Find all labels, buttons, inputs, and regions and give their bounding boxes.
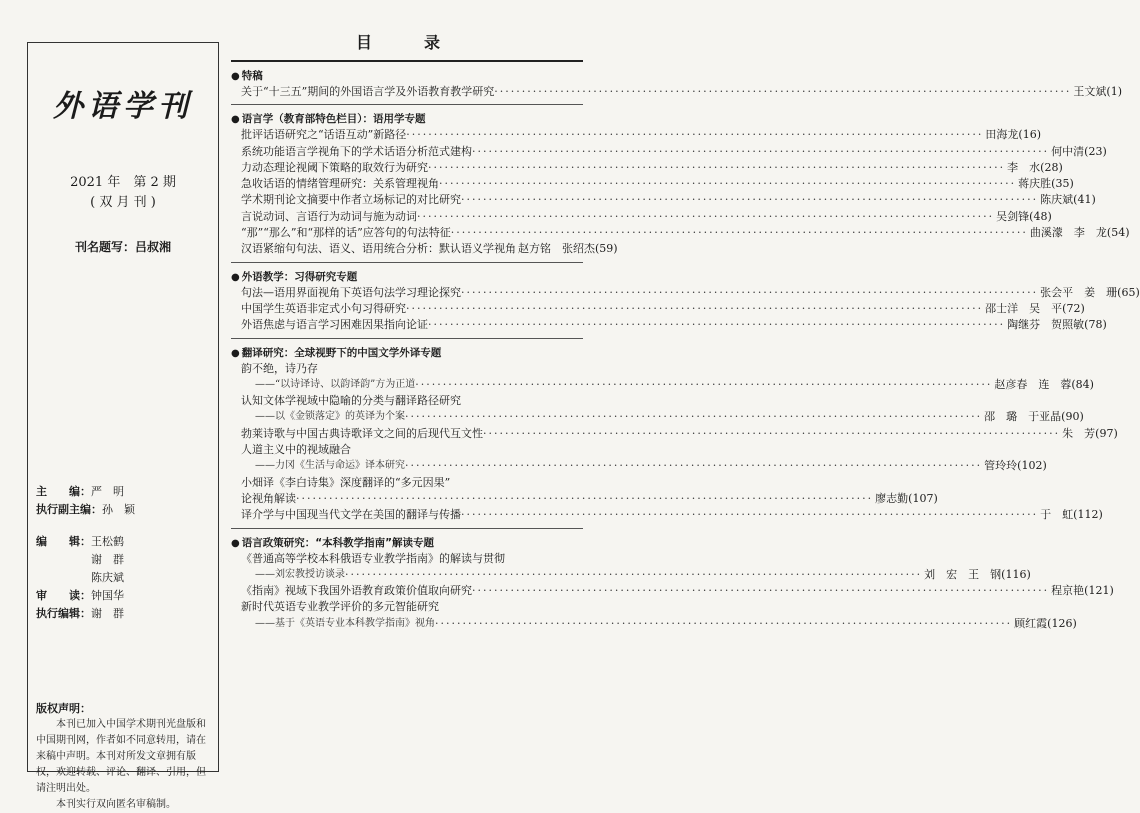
staff-row [36, 605, 216, 623]
entry-title: 认知文体学视域中隐喻的分类与翻译路径研究 [241, 394, 461, 408]
section-divider [231, 262, 583, 263]
staff-role: 审 读： [36, 589, 91, 602]
entry-title: 中国学生英语非定式小句习得研究 [241, 301, 406, 315]
table-of-contents [231, 30, 1140, 632]
dot-leader [494, 84, 1071, 100]
toc-entry[interactable] [231, 285, 1140, 301]
dot-leader [296, 491, 873, 507]
entry-subtitle: ——力冈《生活与命运》译本研究 [255, 460, 405, 472]
entry-title: 人道主义中的视域融合 [241, 443, 351, 457]
entry-author-page: 廖志勤(107) [875, 491, 938, 505]
staff-row [36, 483, 216, 501]
entry-author-page: 陈庆斌(41) [1040, 193, 1096, 207]
bullet-icon: ● [231, 71, 240, 82]
section-heading [231, 345, 583, 361]
staff-name: 陈庆斌 [91, 571, 124, 584]
entry-author-page: 陶继芬 贺照敏(78) [1007, 318, 1107, 332]
staff-role: 编 辑： [36, 535, 91, 548]
entry-author-page: 程京艳(121) [1051, 584, 1114, 598]
review-policy-text: 本刊实行双向匿名审稿制。 [56, 799, 176, 810]
staff-row [36, 587, 216, 605]
entry-title: 学术期刊论文摘要中作者立场标记的对比研究 [241, 193, 461, 207]
bullet-icon: ● [231, 271, 240, 283]
entry-title: 新时代英语专业教学评价的多元智能研究 [241, 600, 439, 614]
entry-title: 言说动词、言语行为动词与施为动词 [241, 209, 417, 223]
dot-leader [472, 144, 1049, 160]
toc-entry[interactable] [231, 442, 1047, 475]
copyright-text: 本刊已加入中国学术期刊光盘版和中国期刊网，作者如不同意转用，请在来稿中声明。本刊对所发文章拥有版权，欢迎转载、评论、翻译、引用，但请注明出处。 [36, 719, 206, 794]
entry-subtitle: ——刘宏教授访谈录 [255, 568, 345, 580]
entry-subtitle: ——“以诗译诗、以韵译韵”方为正道 [255, 378, 416, 390]
masthead-box [27, 42, 219, 810]
toc-entry[interactable] [231, 160, 1063, 176]
toc-entry[interactable] [231, 507, 1103, 523]
toc-entry[interactable] [231, 393, 1084, 426]
toc-entry[interactable] [231, 241, 618, 257]
section-heading [231, 111, 583, 127]
toc-section [231, 68, 1122, 105]
staff-list [36, 483, 216, 623]
dot-leader [451, 225, 1028, 241]
entry-author-page: 王文斌(1) [1073, 85, 1122, 98]
toc-entry[interactable] [231, 426, 1118, 442]
entry-title: 急收话语的情绪管理研究：关系管理视角 [241, 177, 439, 191]
section-heading [231, 68, 583, 84]
entry-author-page: 李 水(28) [1007, 160, 1063, 174]
toc-section [231, 345, 1118, 529]
dot-leader [435, 616, 1012, 632]
entry-author-page: 蒋庆胜(35) [1018, 177, 1074, 191]
toc-entry[interactable] [231, 144, 1107, 160]
section-heading [231, 269, 583, 285]
entry-title: “那”“那么”和“那样的话”应答句的句法特征 [241, 226, 451, 240]
entry-title: 勃莱诗歌与中国古典诗歌译文之间的后现代互文性 [241, 426, 483, 440]
entry-subtitle: ——以《金锁落定》的英译为个案 [255, 411, 405, 423]
dot-leader [461, 285, 1038, 301]
journal-title: 外语学刊 [53, 89, 193, 124]
dot-leader [417, 209, 994, 225]
section-heading-text: 语言政策研究：“本科教学指南”解读专题 [241, 536, 435, 549]
toc-entry[interactable] [231, 84, 1122, 100]
entry-author-page: 顾红霞(126) [1014, 616, 1077, 630]
entry-title: 韵不绝，诗乃存 [241, 361, 318, 375]
dot-leader [472, 583, 1049, 599]
entry-author-page: 张会平 姜 珊(65) [1040, 285, 1140, 299]
entry-author-page: 赵彦春 连 蓉(84) [994, 377, 1094, 391]
entry-author-page: 田海龙(16) [985, 128, 1041, 142]
section-heading-text: 语言学（教育部特色栏目）：语用学专题 [241, 113, 426, 126]
staff-role: 主 编： [36, 485, 91, 498]
dot-leader [439, 176, 1016, 192]
toc-section [231, 269, 1140, 339]
entry-author-page: 邵士洋 吴 平(72) [985, 301, 1085, 315]
entry-title: 句法—语用界面视角下英语句法学习理论探究 [241, 285, 461, 299]
staff-name: 谢 群 [91, 607, 124, 620]
entry-author-page: 曲溪濛 李 龙(54) [1029, 226, 1130, 240]
toc-entry[interactable] [231, 599, 1077, 632]
staff-name: 王松鹤 [91, 535, 124, 548]
section-heading-text: 外语教学：习得研究专题 [241, 270, 358, 283]
staff-name: 孙 颖 [102, 503, 135, 516]
publication-frequency: ( 双 月 刊 ) [90, 195, 156, 210]
toc-entry[interactable] [231, 475, 938, 508]
bullet-icon: ● [231, 114, 240, 126]
toc-title: 目 录 [355, 33, 458, 52]
dot-leader [428, 160, 1005, 176]
section-heading [231, 535, 583, 551]
dot-leader [428, 317, 1005, 333]
dot-leader [345, 567, 922, 583]
entry-title: 汉语紧缩句句法、语义、语用统合分析：默认语义学视角 [241, 242, 516, 256]
dot-leader [406, 301, 983, 317]
toc-entry[interactable] [231, 192, 1096, 208]
entry-title: 《普通高等学校本科俄语专业教学指南》的解读与贯彻 [241, 551, 505, 565]
toc-sections [231, 68, 1140, 632]
entry-author-page: 刘 宏 王 钢(116) [924, 567, 1031, 581]
entry-title: 力动态理论视阈下策略的取效行为研究 [241, 160, 428, 174]
entry-author-page: 朱 芳(97) [1062, 426, 1118, 440]
title-inscription: 刊名题写：吕叔湘 [74, 240, 171, 254]
entry-title: 外语焦虑与语言学习困难因果指向论证 [241, 318, 428, 332]
staff-role: 执行编辑： [36, 607, 91, 620]
entry-author-page: 管玲玲(102) [984, 459, 1047, 473]
toc-entry[interactable] [231, 209, 1052, 225]
entry-title: 译介学与中国现当代文学在美国的翻译与传播 [241, 508, 461, 522]
section-heading-text: 翻译研究：全球视野下的中国文学外译专题 [241, 346, 442, 359]
toc-entry[interactable] [231, 583, 1114, 599]
toc-entry[interactable] [231, 127, 1041, 143]
dot-leader [415, 377, 992, 393]
staff-row [36, 501, 216, 519]
entry-author-page: 何中清(23) [1051, 144, 1107, 158]
entry-author-page: 赵方铭 张绍杰(59) [518, 242, 618, 256]
staff-row [36, 533, 216, 551]
section-divider [231, 338, 583, 339]
bullet-icon: ● [231, 347, 240, 359]
entry-author-page: 于 虹(112) [1040, 508, 1103, 522]
staff-role: 执行副主编： [36, 503, 102, 516]
dot-leader [483, 426, 1060, 442]
entry-author-page: 邵 璐 于亚晶(90) [984, 410, 1084, 424]
toc-entry[interactable] [231, 176, 1074, 192]
dot-leader [405, 409, 982, 425]
toc-entry[interactable] [231, 317, 1107, 333]
toc-entry[interactable] [231, 225, 1130, 241]
issue-number: 2021 年 第 2 期 [70, 175, 176, 190]
entry-author-page: 吴剑锋(48) [996, 209, 1052, 223]
toc-entry[interactable] [231, 361, 1094, 394]
staff-name: 钟国华 [91, 589, 124, 602]
dot-leader [461, 507, 1038, 523]
entry-title: 批评话语研究之“话语互动”新路径 [241, 128, 407, 142]
section-divider [231, 104, 583, 105]
bullet-icon: ● [231, 537, 240, 549]
copyright-heading: 版权声明： [36, 702, 91, 715]
copyright-notice [36, 701, 214, 813]
staff-row [36, 569, 216, 587]
entry-subtitle: ——基于《英语专业本科教学指南》视角 [255, 617, 435, 629]
entry-title: 关于“十三五”期间的外国语言学及外语教育教学研究 [241, 85, 495, 98]
dot-leader [461, 192, 1038, 208]
entry-title: 论视角解读 [241, 491, 296, 505]
entry-title: 《指南》视域下我国外语教育政策价值取向研究 [241, 584, 472, 598]
dot-leader [406, 127, 983, 143]
section-divider [231, 528, 583, 529]
staff-name: 严 明 [91, 485, 124, 498]
toc-entry[interactable] [231, 301, 1085, 317]
toc-section [231, 111, 1130, 262]
dot-leader [405, 458, 982, 474]
staff-name: 谢 群 [91, 553, 124, 566]
toc-entry[interactable] [231, 551, 1031, 584]
entry-title: 小畑译《李白诗集》深度翻译的“多元因果” [241, 475, 451, 489]
entry-title: 系统功能语言学视角下的学术话语分析范式建构 [241, 144, 472, 158]
staff-row [36, 551, 216, 569]
toc-section [231, 535, 1114, 632]
section-heading-text: 特稿 [241, 70, 263, 82]
